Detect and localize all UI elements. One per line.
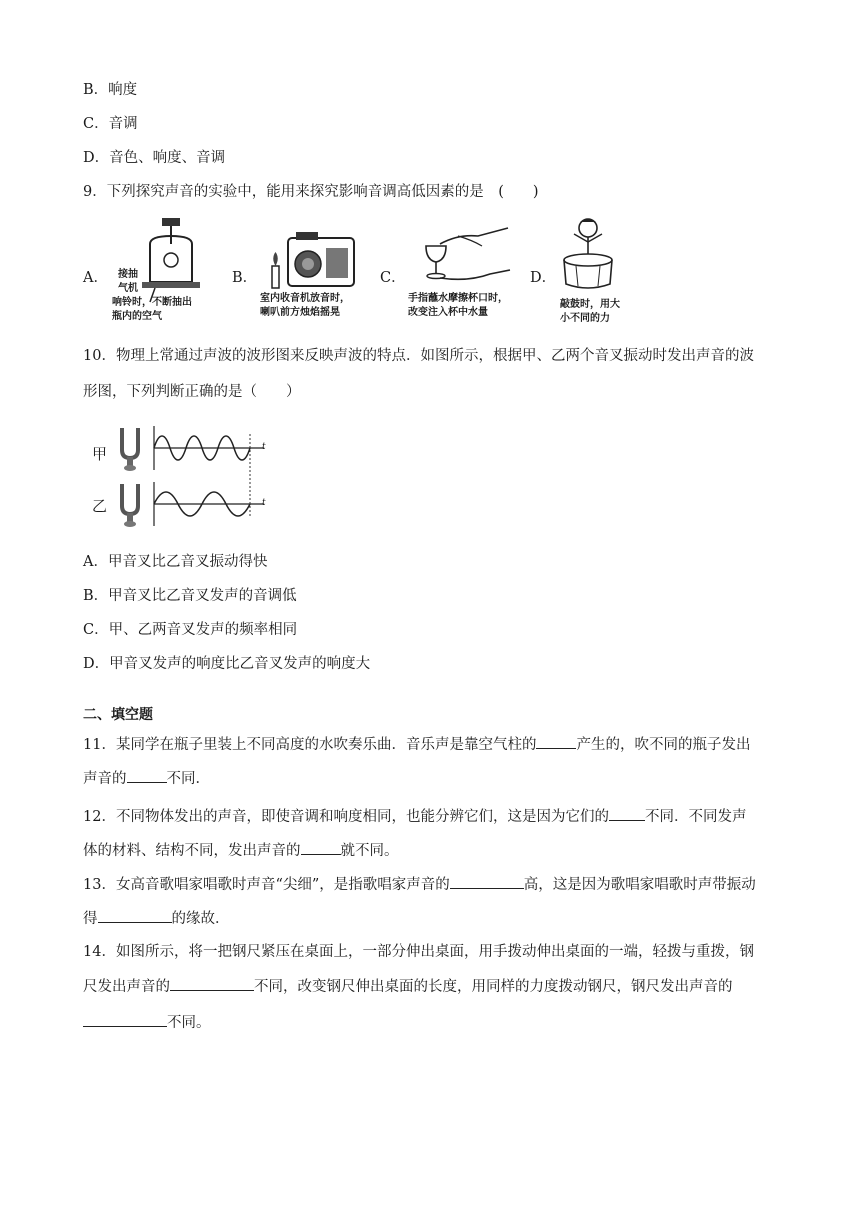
q14-line1: 14．如图所示，将一把钢尺紧压在桌面上，一部分伸出桌面，用手拨动伸出桌面的一端，轻拨与重拨，钢	[83, 944, 754, 960]
option-b-loudness: B．响度	[83, 82, 138, 98]
q11-line1	[83, 734, 750, 755]
q10-option-a: A．甲音叉比乙音叉振动得快	[83, 554, 268, 570]
q14-text-d: 不同。	[167, 1015, 211, 1031]
q11-text-c: 声音的	[83, 771, 127, 787]
drum-figure	[556, 214, 626, 296]
q13-text-d: 的缘故．	[171, 911, 230, 927]
q9-c-caption-1: 手指蘸水摩擦杯口时，	[408, 293, 508, 304]
q9-a-caption-3: 响铃时，不断抽出	[112, 297, 192, 308]
answer-blank[interactable]	[450, 874, 524, 889]
tuning-fork-icon	[122, 484, 138, 527]
q11-text-a: 11．某同学在瓶子里装上不同高度的水吹奏乐曲．音乐声是靠空气柱的	[83, 737, 537, 753]
q14-text-c: 不同，改变钢尺伸出桌面的长度，用同样的力度拨动钢尺，钢尺发出声音的	[254, 979, 733, 995]
fork-label-yi: 乙	[92, 497, 108, 515]
q10-stem-line2: 形图，下列判断正确的是（ ）	[83, 384, 301, 400]
q9-d-caption-1: 敲鼓时，用大	[560, 299, 620, 310]
q11-text-b: 产生的，吹不同的瓶子发出	[576, 737, 751, 753]
q10-option-d: D．甲音叉发声的响度比乙音叉发声的响度大	[83, 656, 371, 672]
radio-candle-figure	[258, 228, 368, 290]
q12-line1	[83, 806, 746, 827]
q13-text-c: 得	[83, 911, 98, 927]
q9-b-caption-2: 喇叭前方烛焰摇晃	[260, 307, 340, 318]
axis-t-label-yi: t	[262, 498, 266, 508]
q13-text-b: 高，这是因为歌唱家唱歌时声带振动	[523, 877, 756, 893]
answer-blank[interactable]	[98, 908, 172, 923]
q9-b-caption-1: 室内收音机放音时，	[260, 293, 350, 304]
answer-blank[interactable]	[83, 1012, 167, 1027]
q10-option-b: B．甲音叉比乙音叉发声的音调低	[83, 588, 297, 604]
fork-label-jia: 甲	[92, 445, 108, 463]
q9-option-a-label: A．	[83, 270, 108, 286]
section-heading-fill-in: 二、填空题	[83, 707, 153, 723]
option-d-all: D．音色、响度、音调	[83, 150, 226, 166]
q12-text-a: 12．不同物体发出的声音，即使音调和响度相同，也能分辨它们，这是因为它们的	[83, 809, 609, 825]
q10-stem-line1: 10．物理上常通过声波的波形图来反映声波的特点．如图所示，根据甲、乙两个音叉振动时发出声音的波	[83, 348, 754, 364]
q12-text-c: 体的材料、结构不同，发出声音的	[83, 843, 301, 859]
q10-option-c: C．甲、乙两音叉发声的频率相同	[83, 622, 298, 638]
q9-option-b-label: B．	[232, 270, 258, 286]
axis-t-label-jia: t	[262, 442, 266, 452]
q12-line2	[83, 840, 399, 861]
tuning-fork-waveform-figure	[112, 420, 280, 532]
q9-d-caption-2: 小不同的力	[560, 313, 610, 324]
q9-option-c-label: C．	[380, 270, 406, 286]
q13-line2	[83, 908, 230, 929]
answer-blank[interactable]	[301, 840, 341, 855]
q9-option-d-label: D．	[530, 270, 557, 286]
wine-glass-figure	[418, 226, 528, 288]
option-c-pitch: C．音调	[83, 116, 138, 132]
q9-c-caption-2: 改变注入杯中水量	[408, 307, 488, 318]
q9-a-caption-2: 气机	[118, 283, 138, 294]
answer-blank[interactable]	[609, 806, 645, 821]
answer-blank[interactable]	[170, 976, 254, 991]
q11-text-d: 不同．	[166, 771, 210, 787]
q9-a-caption-4: 瓶内的空气	[112, 311, 162, 322]
answer-blank[interactable]	[127, 768, 167, 783]
q13-line1	[83, 874, 756, 895]
q12-text-b: 不同．不同发声	[644, 809, 747, 825]
tuning-fork-icon	[122, 428, 138, 471]
answer-blank[interactable]	[536, 734, 576, 749]
q14-text-b: 尺发出声音的	[83, 979, 170, 995]
q9-a-caption-1: 接抽	[118, 269, 138, 280]
q11-line2	[83, 768, 210, 789]
q9-stem: 9．下列探究声音的实验中，能用来探究影响音调高低因素的是 ( )	[83, 184, 539, 200]
q13-text-a: 13．女高音歌唱家唱歌时声音“尖细”，是指歌唱家声音的	[83, 877, 450, 893]
q12-text-d: 就不同。	[340, 843, 399, 859]
q14-line3	[83, 1012, 211, 1033]
q14-line2	[83, 976, 733, 997]
